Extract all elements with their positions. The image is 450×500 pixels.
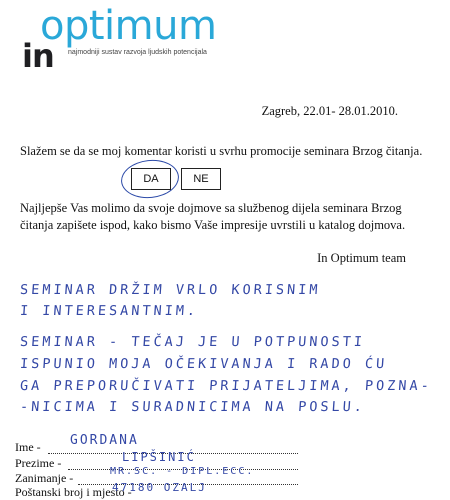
logo-tagline: najmodniji sustav razvoja ljudskih potencijala [68,49,207,56]
team-signature: In Optimum team [317,251,406,265]
occupation-label: Zanimanje - [15,471,74,485]
postal-label: Poštanski broj i mjesto - [15,485,132,499]
in-optimum-logo [22,3,252,75]
logo-prefix: in [22,37,54,75]
consent-statement: Slažem se da se moj komentar koristi u svrhu promocije seminara Brzog čitanja. [20,144,423,158]
name-label: Ime - [15,440,41,454]
handwritten-comment-line: ISPUNIO MOJA OČEKIVANJA I RADO ĆU [19,356,388,372]
letter-date: Zagreb, 22.01- 28.01.2010. [261,104,398,118]
handwritten-comment-line: SEMINAR DRŽIM VRLO KORISNIM [19,282,322,298]
handwritten-comment-line: GA PREPORUČIVATI PRIJATELJIMA, POZNA- [19,378,433,394]
postal-value: 47180 OZALJ [112,481,207,494]
name-value: GORDANA [70,433,139,448]
selection-circle [119,157,181,201]
option-no-box[interactable]: NE [181,168,221,190]
handwritten-comment-line: SEMINAR - TEČAJ JE U POTPUNOSTI [19,334,366,350]
option-yes-box[interactable]: DA [131,168,171,190]
surname-label: Prezime - [15,456,62,470]
handwritten-comment-line: -NICIMA I SURADNICIMA NA POSLU. [19,399,366,415]
feedback-request: Najljepše Vas molimo da svoje dojmove sa službenog dijela seminara Brzog čitanja zapišete ispod, kako bismo Vaše impresije uvrstili u katalog dojmova. [20,201,406,232]
handwritten-comment-line: I INTERESANTNIM. [19,303,199,319]
surname-value: LIPŠINIĆ [122,450,196,464]
logo-wordmark: optimum [40,3,217,49]
occupation-value: MR.SC. - DIPL.ECC. [110,466,255,477]
